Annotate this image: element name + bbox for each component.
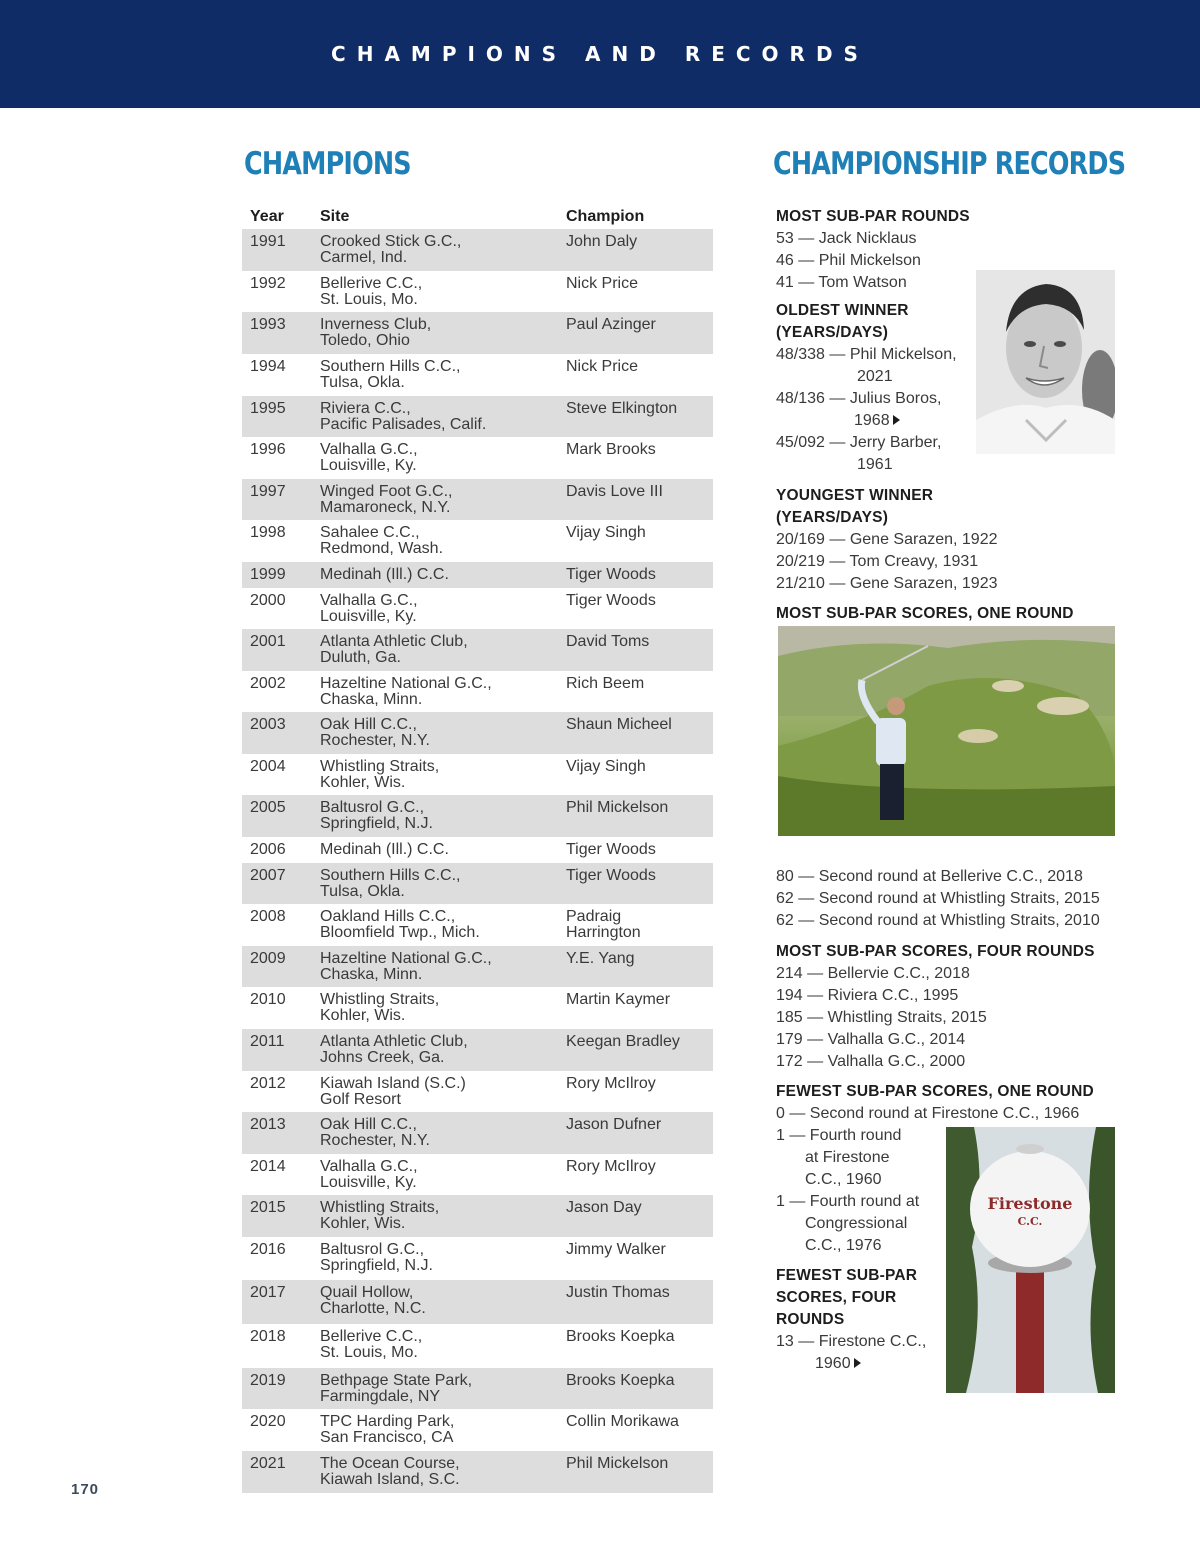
table-row [242, 1029, 713, 1071]
table-row [242, 1154, 713, 1195]
cell-year: 1993 [250, 316, 286, 333]
cell-site-line: Bellerive C.C., [320, 275, 423, 292]
table-row [242, 837, 713, 863]
record-heading: (YEARS/DAYS) [776, 509, 889, 526]
record-line: 1 — Fourth round [776, 1127, 902, 1144]
record-most-sub-par-one-round [776, 603, 1136, 625]
cell-site-line: Atlanta Athletic Club, [320, 1033, 468, 1050]
cell-year: 2012 [250, 1075, 286, 1092]
cell-site-line: San Francisco, CA [320, 1429, 454, 1446]
table-row [242, 520, 713, 562]
cell-champion [566, 1200, 713, 1237]
cell-year: 2002 [250, 675, 286, 692]
cell-champion [566, 1373, 713, 1409]
cell-year: 2017 [250, 1284, 286, 1301]
cell-year: 2003 [250, 716, 286, 733]
table-row [242, 396, 713, 437]
table-row [242, 437, 713, 479]
cell-site-line: Kiawah Island, S.C. [320, 1471, 460, 1488]
cell-site-line: Medinah (Ill.) C.C. [320, 841, 449, 858]
cell-year: 2016 [250, 1241, 286, 1258]
cell-year: 1992 [250, 275, 286, 292]
champions-title: CHAMPIONS [244, 146, 411, 182]
header-banner [0, 0, 1200, 108]
cell-champion-line: Rory McIlroy [566, 1075, 656, 1092]
table-row [242, 1071, 713, 1112]
cell-site [320, 1456, 566, 1493]
cell-site-line: Medinah (Ill.) C.C. [320, 566, 449, 583]
cell-site [320, 1242, 566, 1280]
cell-champion [566, 717, 713, 754]
table-header [242, 203, 713, 229]
record-line: Congressional [805, 1215, 908, 1232]
cell-site [320, 234, 566, 271]
cell-year: 1995 [250, 400, 286, 417]
cell-site [320, 676, 566, 712]
cell-champion-line: Collin Morikawa [566, 1413, 679, 1430]
cell-champion-line: Jason Day [566, 1199, 642, 1216]
cell-site-line: Redmond, Wash. [320, 540, 444, 557]
firestone-water-tower-photo [946, 1127, 1115, 1393]
record-heading: MOST SUB-PAR SCORES, FOUR ROUNDS [776, 943, 1095, 960]
cell-site [320, 1076, 566, 1112]
cell-site-line: The Ocean Course, [320, 1455, 460, 1472]
record-line: 80 — Second round at Bellerive C.C., 2018 [776, 868, 1083, 885]
table-row [242, 312, 713, 354]
record-most-sub-par-one-round-lines [776, 866, 1136, 932]
cell-year: 2010 [250, 991, 286, 1008]
cell-site [320, 593, 566, 629]
table-row [242, 671, 713, 712]
cell-site-line: Quail Hollow, [320, 1284, 414, 1301]
record-line: 1 — Fourth round at [776, 1193, 920, 1210]
cell-year: 1997 [250, 483, 286, 500]
cell-champion [566, 951, 713, 987]
cell-site [320, 759, 566, 795]
cell-site-line: Duluth, Ga. [320, 649, 401, 666]
cell-site-line: Whistling Straits, [320, 758, 440, 775]
record-line: 21/210 — Gene Sarazen, 1923 [776, 575, 998, 592]
cell-champion-line: Nick Price [566, 358, 639, 375]
cell-champion-line: Davis Love III [566, 483, 663, 500]
cell-site-line: Kohler, Wis. [320, 1215, 406, 1232]
cell-site-line: Pacific Palisades, Calif. [320, 416, 487, 433]
cell-site [320, 1159, 566, 1195]
record-most-sub-par-four-rounds [776, 941, 1136, 1073]
cell-year: 1996 [250, 441, 286, 458]
cell-site-line: Carmel, Ind. [320, 249, 408, 266]
cell-site [320, 868, 566, 904]
cell-year: 1999 [250, 566, 286, 583]
julius-boros-photo [976, 270, 1115, 454]
cell-site [320, 484, 566, 520]
cell-site-line: Kohler, Wis. [320, 1007, 406, 1024]
cell-site-line: Golf Resort [320, 1091, 401, 1108]
cell-site-line: Oak Hill C.C., [320, 1116, 417, 1133]
cell-site-line: Baltusrol G.C., [320, 1241, 425, 1258]
cell-champion [566, 276, 713, 312]
cell-champion-line: Phil Mickelson [566, 799, 669, 816]
cell-champion-line: Nick Price [566, 275, 639, 292]
column-header-champion: Champion [566, 208, 645, 225]
cell-champion-line: Vijay Singh [566, 524, 646, 541]
cell-site [320, 800, 566, 837]
cell-year: 2000 [250, 592, 286, 609]
table-body [242, 229, 713, 1493]
record-heading: SCORES, FOUR [776, 1289, 897, 1306]
cell-champion-line: Y.E. Yang [566, 950, 635, 967]
record-line: 20/219 — Tom Creavy, 1931 [776, 553, 979, 570]
cell-site-line: Crooked Stick G.C., [320, 233, 462, 250]
cell-champion [566, 1117, 713, 1154]
cell-champion [566, 1456, 713, 1493]
table-row [242, 904, 713, 946]
cell-site [320, 909, 566, 946]
cell-site [320, 634, 566, 671]
cell-site-line: Springfield, N.J. [320, 815, 433, 832]
record-line: 20/169 — Gene Sarazen, 1922 [776, 531, 998, 548]
cell-site [320, 1200, 566, 1237]
cell-champion [566, 525, 713, 562]
record-line: 185 — Whistling Straits, 2015 [776, 1009, 987, 1026]
table-row [242, 754, 713, 795]
cell-champion-line: John Daly [566, 233, 638, 250]
golf-course-illustration [778, 626, 1115, 836]
record-line: 2021 [857, 368, 893, 385]
cell-site-line: TPC Harding Park, [320, 1413, 455, 1430]
cell-champion [566, 1242, 713, 1280]
play-triangle-icon [893, 415, 900, 425]
cell-site-line: Southern Hills C.C., [320, 358, 461, 375]
cell-champion [566, 992, 713, 1029]
cell-site-line: Tulsa, Okla. [320, 374, 405, 391]
cell-site-line: Oakland Hills C.C., [320, 908, 456, 925]
cell-site [320, 1285, 566, 1324]
page-number: 170 [71, 1481, 100, 1498]
cell-site [320, 1373, 566, 1409]
cell-champion-line: Tiger Woods [566, 841, 656, 858]
cell-site-line: Southern Hills C.C., [320, 867, 461, 884]
cell-site-line: Whistling Straits, [320, 1199, 440, 1216]
cell-champion [566, 567, 713, 588]
champions-table [242, 203, 713, 1493]
cell-year: 2004 [250, 758, 286, 775]
table-row [242, 987, 713, 1029]
cell-champion [566, 1329, 713, 1368]
cell-champion-line: Paul Azinger [566, 316, 656, 333]
cell-site-line: Valhalla G.C., [320, 592, 418, 609]
column-header-site: Site [320, 208, 350, 225]
cell-champion [566, 317, 713, 354]
cell-champion [566, 868, 713, 904]
cell-champion-line: Phil Mickelson [566, 1455, 669, 1472]
cell-champion-line: Harrington [566, 924, 641, 941]
water-tower-sign-line-1: Firestone [987, 1194, 1073, 1213]
cell-site-line: Kohler, Wis. [320, 774, 406, 791]
record-heading: MOST SUB-PAR ROUNDS [776, 208, 970, 225]
cell-year: 1998 [250, 524, 286, 541]
header-title: CHAMPIONS AND RECORDS [331, 42, 869, 66]
record-heading: YOUNGEST WINNER [776, 487, 934, 504]
cell-site [320, 1414, 566, 1451]
cell-year: 2014 [250, 1158, 286, 1175]
record-heading: FEWEST SUB-PAR [776, 1267, 918, 1284]
record-line: 45/092 — Jerry Barber, [776, 434, 942, 451]
cell-champion [566, 401, 713, 437]
cell-site [320, 951, 566, 987]
record-line: 179 — Valhalla G.C., 2014 [776, 1031, 966, 1048]
cell-champion-line: Shaun Micheel [566, 716, 672, 733]
record-line-text: 1960 [815, 1355, 851, 1372]
cell-champion-line: David Toms [566, 633, 650, 650]
cell-champion [566, 1159, 713, 1195]
cell-champion-line: Justin Thomas [566, 1284, 670, 1301]
cell-site-line: Chaska, Minn. [320, 966, 423, 983]
cell-site-line: Hazeltine National G.C., [320, 675, 492, 692]
table-row [242, 863, 713, 904]
cell-site-line: Riviera C.C., [320, 400, 411, 417]
cell-year: 2008 [250, 908, 286, 925]
column-header-year: Year [250, 208, 284, 225]
record-line: 62 — Second round at Whistling Straits, 2015 [776, 890, 1100, 907]
cell-champion [566, 634, 713, 671]
cell-year: 1994 [250, 358, 286, 375]
record-line: at Firestone [805, 1149, 890, 1166]
cell-site-line: Louisville, Ky. [320, 1174, 417, 1191]
cell-site [320, 525, 566, 562]
record-heading: FEWEST SUB-PAR SCORES, ONE ROUND [776, 1083, 1094, 1100]
table-row [242, 1237, 713, 1280]
cell-champion-line: Brooks Koepka [566, 1372, 675, 1389]
table-row [242, 1451, 713, 1493]
cell-champion-line: Keegan Bradley [566, 1033, 680, 1050]
cell-champion-line: Steve Elkington [566, 400, 678, 417]
cell-champion-line: Mark Brooks [566, 441, 656, 458]
cell-year: 2018 [250, 1328, 286, 1345]
record-line: 214 — Bellervie C.C., 2018 [776, 965, 970, 982]
cell-site-line: Inverness Club, [320, 316, 432, 333]
table-row [242, 229, 713, 271]
cell-site [320, 359, 566, 396]
record-line: C.C., 1976 [805, 1237, 882, 1254]
record-line: 0 — Second round at Firestone C.C., 1966 [776, 1105, 1080, 1122]
cell-champion [566, 842, 713, 863]
table-row [242, 1324, 713, 1368]
cell-champion [566, 442, 713, 479]
cell-site-line: Valhalla G.C., [320, 1158, 418, 1175]
cell-year: 2011 [250, 1033, 285, 1050]
record-heading: ROUNDS [776, 1311, 845, 1328]
table-row [242, 562, 713, 588]
cell-champion [566, 359, 713, 396]
record-line: 41 — Tom Watson [776, 274, 907, 291]
table-row [242, 1195, 713, 1237]
cell-champion [566, 484, 713, 520]
table-row [242, 629, 713, 671]
record-line: 13 — Firestone C.C., [776, 1333, 927, 1350]
cell-site-line: Hazeltine National G.C., [320, 950, 492, 967]
table-row [242, 479, 713, 520]
cell-site [320, 842, 566, 863]
cell-champion [566, 1414, 713, 1451]
cell-site-line: St. Louis, Mo. [320, 1344, 418, 1361]
table-row [242, 1409, 713, 1451]
records-title: CHAMPIONSHIP RECORDS [773, 146, 1126, 182]
cell-site [320, 276, 566, 312]
cell-champion [566, 1076, 713, 1112]
cell-champion [566, 1034, 713, 1071]
cell-site [320, 442, 566, 479]
cell-site-line: Sahalee C.C., [320, 524, 420, 541]
cell-champion [566, 800, 713, 837]
cell-site-line: Chaska, Minn. [320, 691, 423, 708]
cell-year: 2015 [250, 1199, 286, 1216]
cell-site-line: Oak Hill C.C., [320, 716, 417, 733]
table-row [242, 354, 713, 396]
cell-site-line: Atlanta Athletic Club, [320, 633, 468, 650]
cell-champion-line: Tiger Woods [566, 867, 656, 884]
cell-year: 2009 [250, 950, 286, 967]
cell-champion-line: Tiger Woods [566, 566, 656, 583]
record-line-text: 1968 [854, 412, 890, 429]
cell-site-line: Bloomfield Twp., Mich. [320, 924, 480, 941]
water-tower-sign-line-2: C.C. [1017, 1215, 1043, 1228]
table-row [242, 271, 713, 312]
record-line: 194 — Riviera C.C., 1995 [776, 987, 959, 1004]
cell-champion [566, 909, 713, 946]
cell-site-line: Mamaroneck, N.Y. [320, 499, 451, 516]
record-heading: OLDEST WINNER [776, 302, 909, 319]
play-triangle-icon [854, 1358, 861, 1368]
cell-champion-line: Padraig [566, 908, 622, 925]
cell-champion-line: Martin Kaymer [566, 991, 671, 1008]
cell-site-line: Rochester, N.Y. [320, 732, 430, 749]
cell-site [320, 1329, 566, 1368]
cell-site-line: Baltusrol G.C., [320, 799, 425, 816]
table-row [242, 588, 713, 629]
cell-champion-line: Rich Beem [566, 675, 645, 692]
cell-site-line: Farmingdale, NY [320, 1388, 441, 1405]
cell-champion [566, 676, 713, 712]
cell-site-line: Tulsa, Okla. [320, 883, 405, 900]
cell-champion-line: Tiger Woods [566, 592, 656, 609]
cell-site-line: St. Louis, Mo. [320, 291, 418, 308]
cell-champion-line: Rory McIlroy [566, 1158, 656, 1175]
record-line: 48/136 — Julius Boros, [776, 390, 942, 407]
cell-year: 2013 [250, 1116, 286, 1133]
cell-year: 2020 [250, 1413, 286, 1430]
record-heading: (YEARS/DAYS) [776, 324, 889, 341]
cell-site [320, 1117, 566, 1154]
water-tower-illustration [946, 1127, 1115, 1393]
table-row [242, 1112, 713, 1154]
cell-site [320, 1034, 566, 1071]
record-line: 62 — Second round at Whistling Straits, 2010 [776, 912, 1100, 929]
cell-year: 2021 [250, 1455, 286, 1472]
portrait-illustration [976, 270, 1115, 454]
cell-site-line: Charlotte, N.C. [320, 1300, 426, 1317]
table-row [242, 1280, 713, 1324]
cell-year: 2005 [250, 799, 286, 816]
cell-year: 2001 [250, 633, 286, 650]
cell-champion [566, 1285, 713, 1324]
cell-year: 2019 [250, 1372, 286, 1389]
cell-site-line: Winged Foot G.C., [320, 483, 453, 500]
cell-site-line: Johns Creek, Ga. [320, 1049, 445, 1066]
cell-site [320, 401, 566, 437]
cell-site-line: Bethpage State Park, [320, 1372, 473, 1389]
cell-site-line: Kiawah Island (S.C.) [320, 1075, 466, 1092]
record-line: 48/338 — Phil Mickelson, [776, 346, 957, 363]
record-line: 172 — Valhalla G.C., 2000 [776, 1053, 966, 1070]
cell-site-line: Toledo, Ohio [320, 332, 410, 349]
cell-year: 1991 [250, 233, 286, 250]
record-youngest-winner [776, 485, 1136, 595]
cell-champion-line: Jason Dufner [566, 1116, 662, 1133]
cell-site-line: Louisville, Ky. [320, 608, 417, 625]
cell-champion-line: Vijay Singh [566, 758, 646, 775]
cell-site-line: Louisville, Ky. [320, 457, 417, 474]
table-row [242, 712, 713, 754]
cell-site [320, 992, 566, 1029]
record-line: 53 — Jack Nicklaus [776, 230, 917, 247]
cell-year: 2007 [250, 867, 286, 884]
table-row [242, 946, 713, 987]
cell-champion-line: Jimmy Walker [566, 1241, 666, 1258]
record-line: C.C., 1960 [805, 1171, 882, 1188]
cell-year: 2006 [250, 841, 286, 858]
cell-site [320, 317, 566, 354]
cell-champion [566, 234, 713, 271]
table-row [242, 1368, 713, 1409]
cell-site [320, 567, 566, 588]
record-heading: MOST SUB-PAR SCORES, ONE ROUND [776, 605, 1074, 622]
record-line: 46 — Phil Mickelson [776, 252, 921, 269]
cell-site [320, 717, 566, 754]
cell-site-line: Springfield, N.J. [320, 1257, 433, 1274]
cell-champion [566, 593, 713, 629]
cell-champion-line: Brooks Koepka [566, 1328, 675, 1345]
cell-site-line: Bellerive C.C., [320, 1328, 423, 1345]
cell-site-line: Rochester, N.Y. [320, 1132, 430, 1149]
cell-champion [566, 759, 713, 795]
record-line: 1961 [857, 456, 893, 473]
cell-site-line: Whistling Straits, [320, 991, 440, 1008]
golfer-swing-photo [778, 626, 1115, 836]
cell-site-line: Valhalla G.C., [320, 441, 418, 458]
table-row [242, 795, 713, 837]
